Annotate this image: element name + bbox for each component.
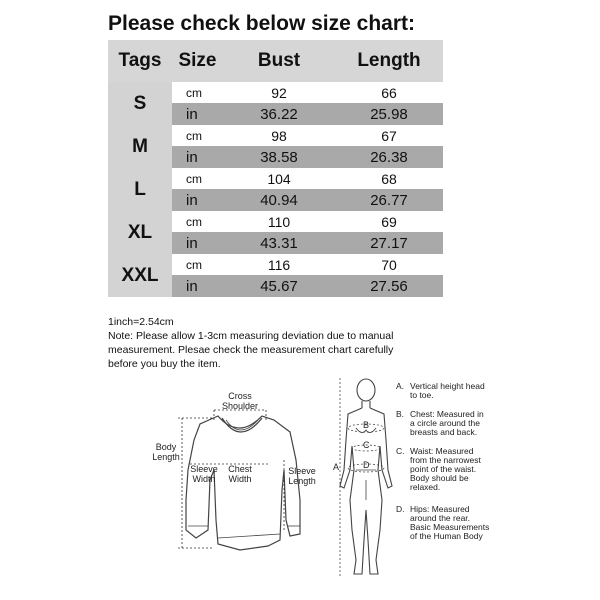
length-cell: 66 <box>335 82 443 103</box>
legend-c-line: Waist: Measured <box>410 446 474 456</box>
legend-a-marker: A. <box>396 381 405 391</box>
length-cell: 27.17 <box>335 232 443 254</box>
bust-cell: 92 <box>223 82 335 103</box>
bust-cell: 43.31 <box>223 232 335 254</box>
legend-d-line: Hips: Measured <box>410 504 470 514</box>
body-figure-icon <box>340 379 392 574</box>
bust-cell: 38.58 <box>223 146 335 168</box>
legend-d-line: around the rear. <box>410 513 471 523</box>
legend-b-line: Chest: Measured in <box>410 409 484 419</box>
legend-c-line: point of the waist. <box>410 464 477 474</box>
legend-b-line: a circle around the <box>410 418 480 428</box>
legend-b-line: breasts and back. <box>410 427 478 437</box>
note-line: measurement. Plesae check the measurement chart carefully <box>108 344 394 356</box>
chest-width-label: Width <box>228 474 252 484</box>
marker-b: B <box>363 420 370 430</box>
bust-cell: 104 <box>223 168 335 189</box>
unit-cell: cm <box>172 211 223 232</box>
header-size: Size <box>172 40 223 82</box>
header-tags: Tags <box>108 40 172 82</box>
unit-cell: in <box>172 275 223 297</box>
legend-a-line: Vertical height head <box>410 381 485 391</box>
bust-cell: 36.22 <box>223 103 335 125</box>
note-line: before you buy the item. <box>108 358 221 370</box>
body-length-label: Length <box>152 452 180 462</box>
header-bust: Bust <box>223 40 335 82</box>
note-line: Note: Please allow 1-3cm measuring deviation due to manual <box>108 330 394 342</box>
body-length-label: Body <box>155 442 177 452</box>
length-cell: 27.56 <box>335 275 443 297</box>
sleeve-width-label: Sleeve <box>190 464 218 474</box>
legend-c-line: relaxed. <box>410 482 441 492</box>
length-cell: 69 <box>335 211 443 232</box>
header-length: Length <box>335 40 443 82</box>
unit-cell: in <box>172 189 223 211</box>
bust-cell: 45.67 <box>223 275 335 297</box>
size-tag: S <box>108 82 172 125</box>
marker-a: A <box>333 462 340 472</box>
size-tag: XXL <box>108 254 172 297</box>
legend-d-line: of the Human Body <box>410 531 483 541</box>
unit-conversion-note: 1inch=2.54cm <box>108 316 174 328</box>
size-tag: L <box>108 168 172 211</box>
size-tag: XL <box>108 211 172 254</box>
unit-cell: cm <box>172 125 223 146</box>
cross-shoulder-label: Shoulder <box>221 401 259 411</box>
unit-cell: cm <box>172 168 223 189</box>
length-cell: 68 <box>335 168 443 189</box>
length-cell: 26.77 <box>335 189 443 211</box>
sleeve-length-label: Length <box>288 476 316 486</box>
legend-b-marker: B. <box>396 409 405 419</box>
body-legend <box>396 381 489 541</box>
legend-d-marker: D. <box>396 504 405 514</box>
bust-cell: 98 <box>223 125 335 146</box>
legend-a-line: to toe. <box>410 390 434 400</box>
legend-d-line: Basic Measurements <box>410 522 490 532</box>
length-cell: 67 <box>335 125 443 146</box>
legend-c-marker: C. <box>396 446 405 456</box>
unit-cell: cm <box>172 82 223 103</box>
marker-d: D <box>363 460 370 470</box>
bust-cell: 110 <box>223 211 335 232</box>
unit-cell: in <box>172 232 223 254</box>
sleeve-width-label: Width <box>192 474 216 484</box>
legend-c-line: from the narrowest <box>410 455 481 465</box>
unit-cell: cm <box>172 254 223 275</box>
unit-cell: in <box>172 146 223 168</box>
length-cell: 70 <box>335 254 443 275</box>
length-cell: 25.98 <box>335 103 443 125</box>
cross-shoulder-label: Cross <box>228 391 252 401</box>
bust-cell: 40.94 <box>223 189 335 211</box>
legend-c-line: Body should be <box>410 473 469 483</box>
unit-cell: in <box>172 103 223 125</box>
sleeve-length-label: Sleeve <box>288 466 316 476</box>
size-tag: M <box>108 125 172 168</box>
page-title: Please check below size chart: <box>108 12 415 35</box>
bust-cell: 116 <box>223 254 335 275</box>
marker-c: C <box>363 440 370 450</box>
length-cell: 26.38 <box>335 146 443 168</box>
chest-width-label: Chest <box>228 464 252 474</box>
